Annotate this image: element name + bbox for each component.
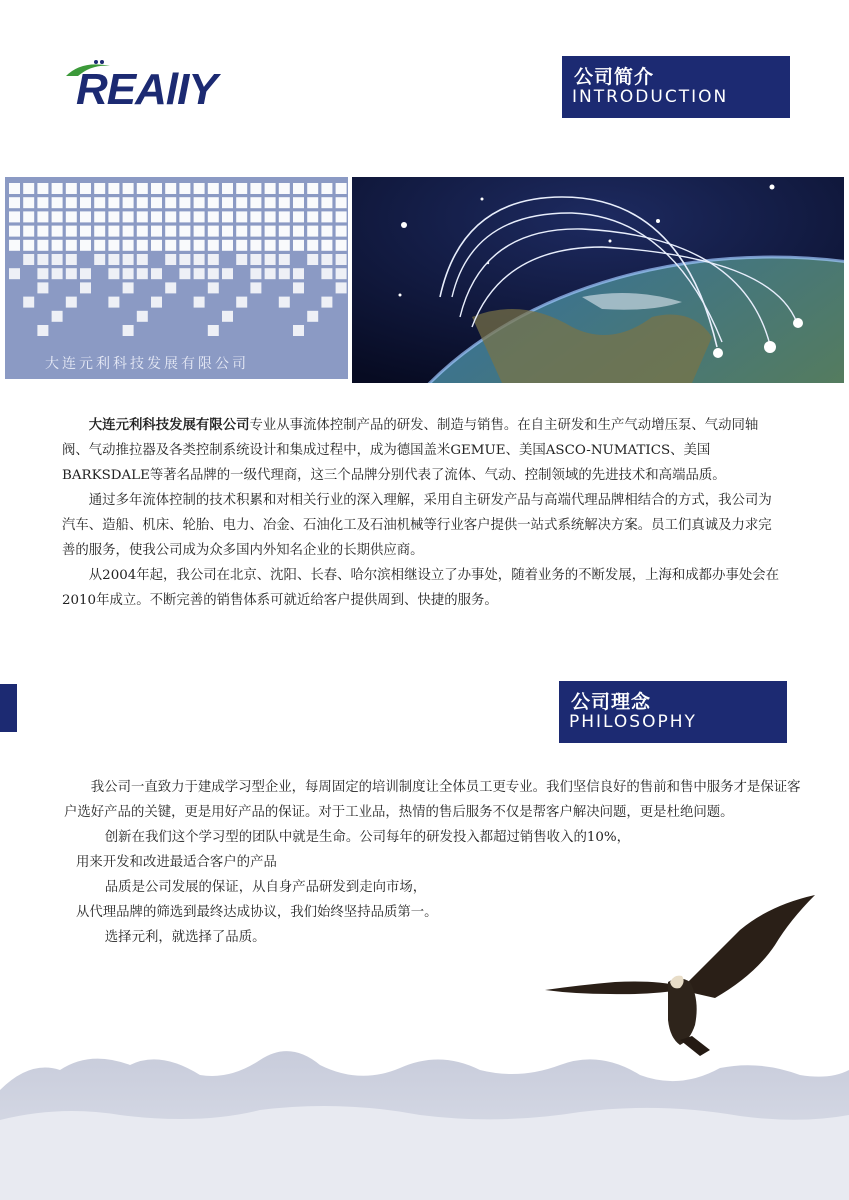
intro-paragraph-3: 从2004年起，我公司在北京、沈阳、长春、哈尔滨相继设立了办事处，随着业务的不断发展，上海和成都办事处会在2010年成立。不断完善的销售体系可就近给客户提供周到、快捷的服务。 xyxy=(62,568,780,608)
intro-company-name: 大连元利科技发展有限公司 xyxy=(88,417,250,433)
banner-company-caption: 大连元利科技发展有限公司 xyxy=(45,356,249,372)
introduction-text xyxy=(62,413,782,613)
pixel-squares-graphic xyxy=(5,177,348,379)
intro-paragraph-1-rest: 专业从事流体控制产品的研发、制造与销售。在自主研发和生产气动增压泵、气动同轴阀、气动推拉器及各类控制系统设计和集成过程中，成为德国盖米GEMUE、美国ASCO-NUMATICS、美国BARKSDALE等著名品牌的一级代理商，这三个品牌分别代表了流体、气动、控制领域的先进技术和高端品质。 xyxy=(62,418,759,483)
earth-graphic xyxy=(352,177,844,383)
philosophy-header-cn: 公司理念 xyxy=(571,691,652,713)
introduction-header-en: INTRODUCTION xyxy=(572,87,729,107)
philosophy-paragraph-3b: 从代理品牌的筛选到最终达成协议，我们始终坚持品质第一。 xyxy=(76,905,438,920)
introduction-header xyxy=(562,56,790,118)
philosophy-paragraph-3a: 品质是公司发展的保证，从自身产品研发到走向市场， xyxy=(104,880,427,895)
philosophy-paragraph-4: 选择元利，就选择了品质。 xyxy=(104,930,266,945)
earth-orbit-banner xyxy=(352,177,844,383)
svg-text:REAlIY: REAlIY xyxy=(76,65,217,112)
philosophy-paragraph-2a: 创新在我们这个学习型的团队中就是生命。公司每年的研发投入都超过销售收入的10%， xyxy=(104,830,631,845)
reaily-logo xyxy=(62,56,262,112)
mountain-silhouette xyxy=(0,1020,849,1200)
philosophy-paragraph-2b: 用来开发和改进最适合客户的产品 xyxy=(76,855,277,870)
pixel-grid-banner xyxy=(5,177,348,379)
introduction-header-cn: 公司简介 xyxy=(574,66,655,88)
philosophy-header-en: PHILOSOPHY xyxy=(569,712,697,732)
edge-tab-bar xyxy=(0,684,17,732)
intro-paragraph-1 xyxy=(62,413,782,488)
philosophy-header xyxy=(559,681,787,743)
intro-paragraph-2: 通过多年流体控制的技术积累和对相关行业的深入理解，采用自主研发产品与高端代理品牌相结合的方式，我公司为汽车、造船、机床、轮胎、电力、冶金、石油化工及石油机械等行业客户提供一站式系统解决方案。员工们真诚及力求完善的服务，使我公司成为众多国内外知名企业的长期供应商。 xyxy=(62,493,772,558)
philosophy-paragraph-1: 我公司一直致力于建成学习型企业，每周固定的培训制度让全体员工更专业。我们坚信良好的售前和售中服务才是保证客户选好产品的关键，更是用好产品的保证。对于工业品，热情的售后服务不仅是帮客户解决问题，更是杜绝问题。 xyxy=(64,780,801,820)
